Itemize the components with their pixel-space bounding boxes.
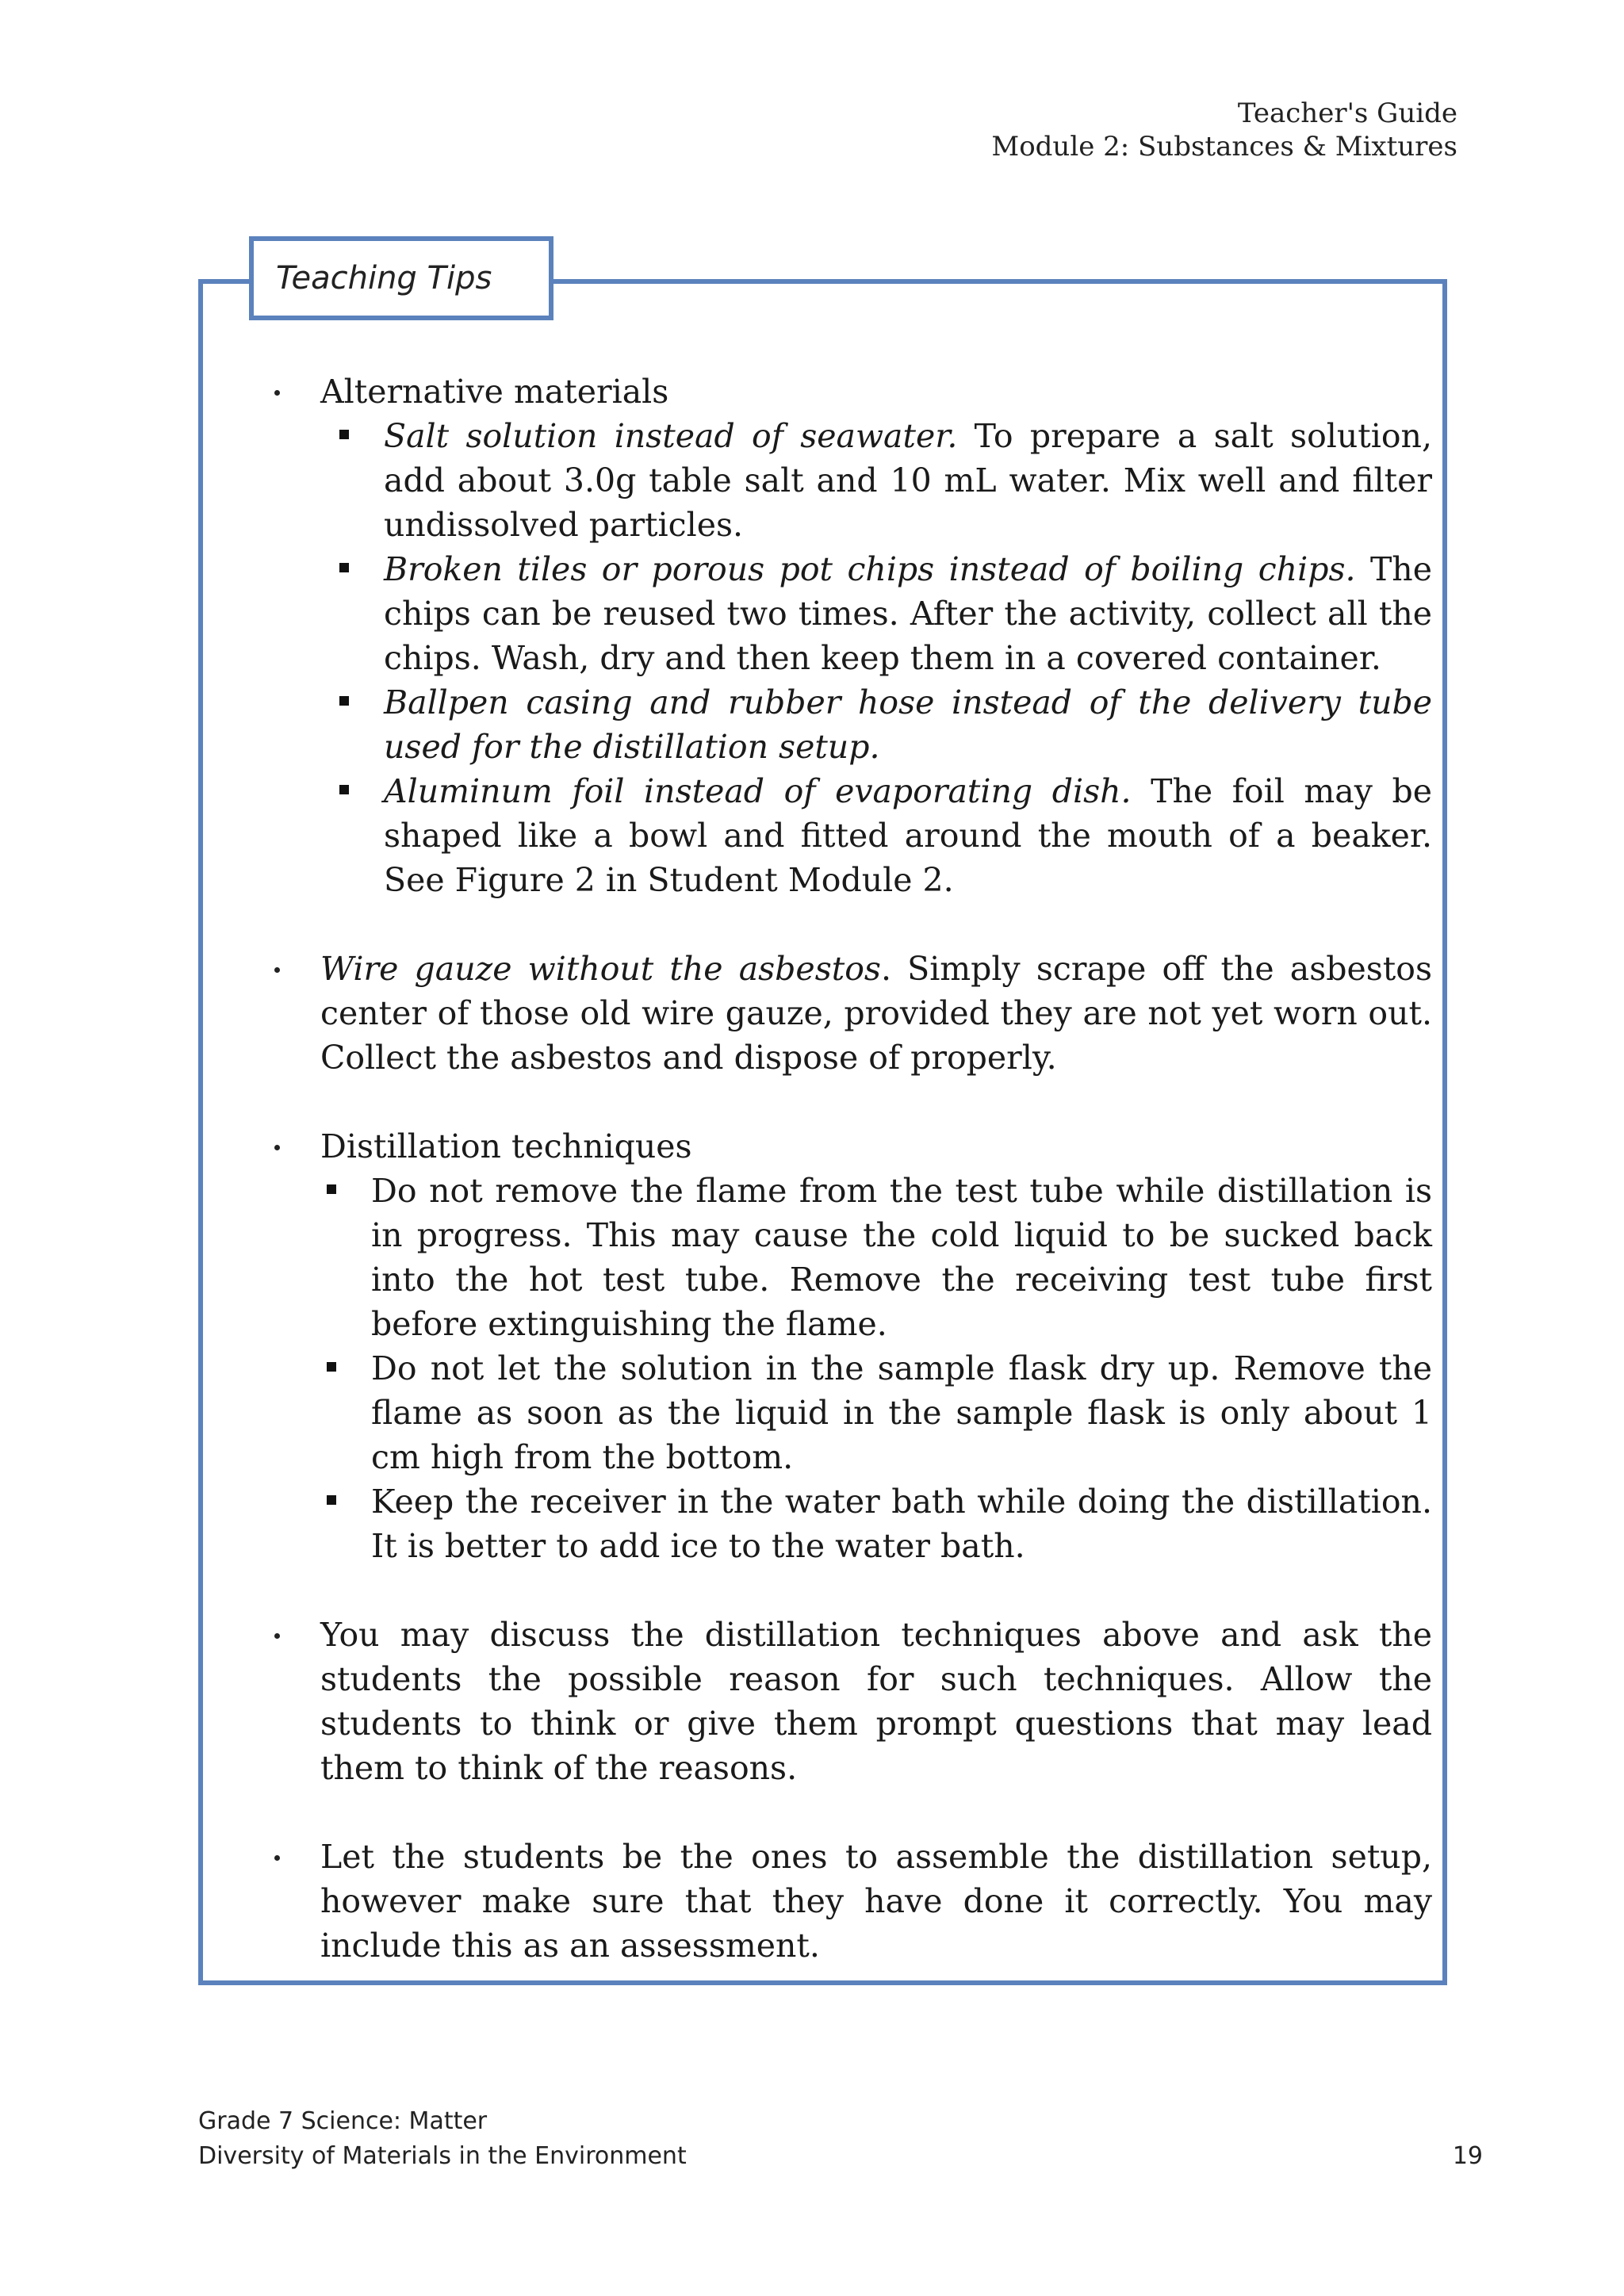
- sub-item: [384, 547, 1432, 680]
- sub-item-text: The foil may be shaped like a bowl and fitted around the mouth of a beaker. See Figure 2 in Student Module 2.: [384, 772, 1432, 899]
- sub-item: [384, 769, 1432, 902]
- header-module-title: Module 2: Substances & Mixtures: [991, 131, 1457, 163]
- page-footer: [198, 2104, 687, 2174]
- sub-item: Keep the receiver in the water bath while doing the distillation. It is better to add ice to the water bath.: [371, 1479, 1432, 1568]
- sub-item: [384, 680, 1432, 769]
- page-number: 19: [1452, 2142, 1483, 2170]
- sub-item: Do not remove the flame from the test tube while distillation is in progress. This may cause the cold liquid to be sucked back into the hot test tube. Remove the receiving test tube first before extinguishing the flame.: [371, 1169, 1432, 1346]
- tip-italic: Wire gauze without the asbestos: [320, 950, 881, 988]
- sub-item-italic: Salt solution instead of seawater.: [384, 417, 958, 455]
- tip-alternative-materials: [270, 369, 1432, 902]
- footer-course: Grade 7 Science: Matter: [198, 2107, 488, 2135]
- tip-discuss-techniques: You may discuss the distillation techniques above and ask the students the possible reason for such techniques. Allow the students to think or give them prompt questions that may lead them to think of the reasons.: [270, 1613, 1432, 1790]
- footer-unit: Diversity of Materials in the Environment: [198, 2142, 687, 2170]
- teaching-tips-content: [270, 369, 1432, 1968]
- teaching-tips-tab: Teaching Tips: [249, 236, 553, 320]
- header-guide-title: Teacher's Guide: [1237, 98, 1457, 129]
- sub-item-text: The chips can be reused two times. After the activity, collect all the chips. Wash, dry and then keep them in a covered container.: [384, 550, 1432, 677]
- sub-item: Do not let the solution in the sample flask dry up. Remove the flame as soon as the liquid in the sample flask is only about 1 cm high from the bottom.: [371, 1346, 1432, 1479]
- sub-item-text: To prepare a salt solution, add about 3.0g table salt and 10 mL water. Mix well and filter undissolved particles.: [384, 417, 1432, 544]
- sub-item: [384, 414, 1432, 547]
- sub-item-italic: Ballpen casing and rubber hose instead of the delivery tube used for the distillation setup.: [384, 683, 1432, 766]
- sub-item-italic: Broken tiles or porous pot chips instead of boiling chips.: [384, 550, 1356, 588]
- tip-wire-gauze: [270, 947, 1432, 1080]
- tip-assemble-setup: Let the students be the ones to assemble the distillation setup, however make sure that they have done it correctly. You may include this as an assessment.: [270, 1835, 1432, 1968]
- tip-title: Alternative materials: [320, 373, 669, 411]
- sub-item-italic: Aluminum foil instead of evaporating dish.: [384, 772, 1132, 810]
- page-header: [991, 97, 1457, 163]
- tip-title: Distillation techniques: [320, 1127, 692, 1165]
- tip-text: . Simply scrape off the asbestos center of those old wire gauze, provided they are not yet worn out. Collect the asbestos and dispose of properly.: [320, 950, 1432, 1077]
- tip-distillation-techniques: [270, 1124, 1432, 1568]
